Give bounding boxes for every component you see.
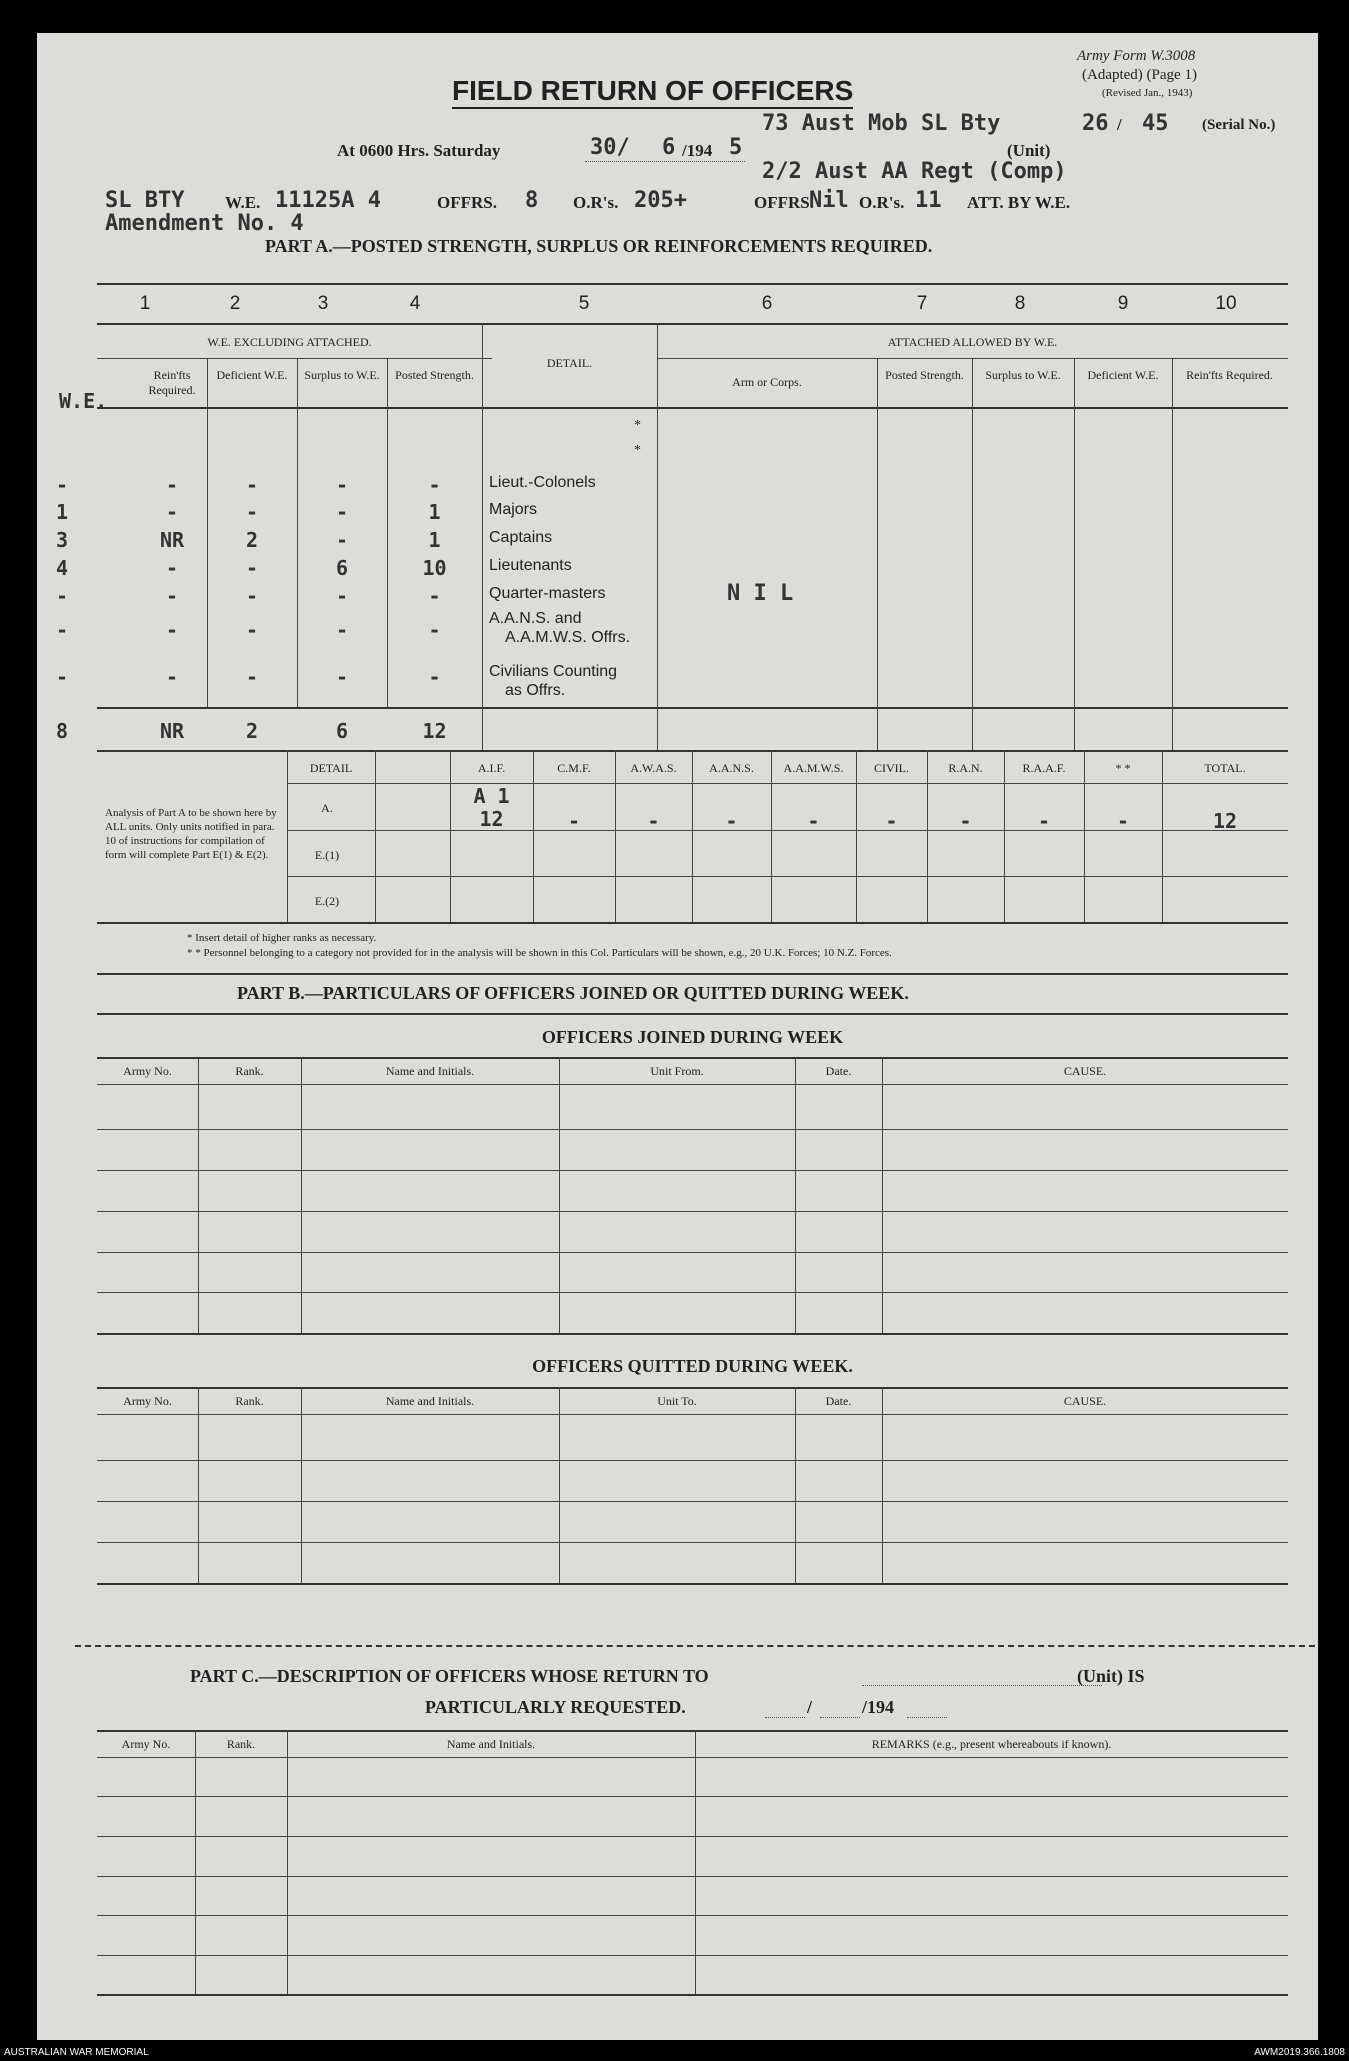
month-value: 6 [662,135,676,160]
army-form-number: Army Form W.3008 [1077,48,1196,64]
rank-label: Majors [489,501,538,518]
posted-cell: 1 [428,500,441,524]
table-col-rule [559,1057,560,1333]
offrs2-label: OFFRS. [754,193,814,212]
footer-right: AWM2019.366.1808 [1254,2047,1345,2058]
table-rule [97,283,1288,285]
table-rule [97,1796,1288,1797]
deficient2-header: Deficient W.E. [1087,368,1159,382]
col-number: 10 [1215,293,1237,314]
serial-slash: / [1117,115,1122,134]
aamws-value: - [807,809,820,833]
table-rule [97,1583,1288,1585]
table-col-rule [972,358,973,750]
deficient-cell: - [245,618,259,642]
civil-value: - [885,809,898,833]
serial-b: 45 [1142,111,1169,136]
part-c-title-a: PART C.—DESCRIPTION OF OFFICERS WHOSE RETURN TO [190,1666,709,1686]
deficient-cell: - [245,473,259,497]
joined-title: OFFICERS JOINED DURING WEEK [541,1027,844,1047]
table-rule [97,1211,1288,1212]
ran-value: - [959,809,972,833]
deficient-header: Deficient W.E. [216,368,288,382]
footer-left: AUSTRALIAN WAR MEMORIAL [4,2047,149,2058]
deficient-cell: - [245,500,259,524]
offrs-value: 8 [525,188,539,213]
offrs2-value: Nil [809,188,849,213]
at-label: At 0600 Hrs. Saturday [337,141,501,160]
rank-label: Quarter-masters [489,585,606,602]
posted-header: Posted Strength. [395,368,474,382]
quitted-header: Rank. [235,1394,264,1408]
aif-a1-typed: A 1 [473,784,510,808]
col-number: 2 [229,293,241,314]
table-rule [97,323,1288,325]
we-cell: - [55,584,69,608]
joined-header: CAUSE. [1063,1064,1107,1078]
deficient-cell: - [245,556,259,580]
posted-total: 12 [422,719,447,743]
col-number: 5 [578,293,590,314]
rank-label-2: as Offrs. [505,682,566,699]
table-col-rule [795,1057,796,1333]
table-rule [97,1730,1288,1732]
table-rule [97,1876,1288,1877]
table-col-rule [882,1057,883,1333]
part-c-header: Rank. [226,1737,256,1751]
part-c-date-year: /194 [862,1697,895,1717]
part-c-header: REMARKS (e.g., present whereabouts if known). [871,1737,1112,1751]
month-dotted-line [820,1717,860,1718]
reinfts-header: Rein'fts Required. [148,368,196,397]
nil-typed: N I L [727,581,794,606]
surplus-cell: - [335,500,349,524]
surplus-cell: 6 [335,556,349,580]
table-col-rule [375,750,376,922]
table-rule [97,973,1288,975]
table-rule [97,1084,1288,1085]
aans-value: - [725,809,738,833]
analysis-header: A.I.F. [477,761,506,775]
raaf-value: - [1037,809,1051,833]
part-c-header: Army No. [121,1737,171,1751]
attached-allowed-header: ATTACHED ALLOWED BY W.E. [887,335,1058,349]
we-cell: 4 [55,556,69,580]
serial-label: (Serial No.) [1202,117,1276,133]
joined-header: Name and Initials. [385,1064,475,1078]
table-col-rule [1172,358,1173,750]
joined-header: Date. [825,1064,852,1078]
analysis-row-label: E.(1) [314,848,340,862]
table-col-rule [695,1730,696,1994]
analysis-row-label: E.(2) [314,894,340,908]
table-rule [97,1057,1288,1059]
table-rule [97,1460,1288,1461]
part-c-header: Name and Initials. [446,1737,536,1751]
surplus-cell: - [335,473,349,497]
unit-label: (Unit) [1007,141,1051,160]
quitted-header: Unit To. [657,1394,697,1408]
col-number: 6 [761,293,773,314]
ors2-label: O.R's. [859,193,905,212]
reinfts-cell: - [165,618,179,642]
total-value: 12 [1212,809,1238,833]
table-rule [97,407,1288,409]
table-rule [97,358,492,359]
other-value: - [1116,809,1130,833]
asterisk-mark: * [634,443,641,458]
posted2-header: Posted Strength. [885,368,964,382]
table-col-rule [1074,358,1075,750]
col-number: 3 [317,293,329,314]
table-col-rule [882,1387,883,1583]
table-rule [287,876,1288,877]
reinfts-cell: NR [159,528,185,552]
ors-value: 205+ [634,188,687,213]
we-total: 8 [55,719,69,743]
table-rule [97,1836,1288,1837]
quitted-header: Date. [825,1394,852,1408]
adapted-note: (Adapted) (Page 1) [1082,67,1197,83]
day-value: 30/ [590,135,630,160]
reinfts-cell: - [165,500,179,524]
we-value: 11125A 4 [275,188,381,213]
we-margin-typed: W.E. [59,389,108,413]
part-b-title: PART B.—PARTICULARS OF OFFICERS JOINED OR QUITTED DURING WEEK. [237,983,909,1003]
surplus-header: Surplus to W.E. [304,368,380,382]
surplus-cell: - [335,665,349,689]
analysis-header: A.W.A.S. [630,761,677,775]
table-col-rule [207,358,208,707]
rank-label-2: A.A.M.W.S. Offrs. [505,629,631,646]
reinfts-cell: - [165,584,179,608]
analysis-row-label: A. [321,801,333,815]
analysis-header: A.A.N.S. [709,761,754,775]
table-rule [97,707,1288,709]
table-col-rule [482,323,483,750]
regt-typed: 2/2 Aust AA Regt (Comp) [762,159,1067,184]
table-rule [97,1333,1288,1335]
table-col-rule [559,1387,560,1583]
table-rule [97,1170,1288,1171]
revised-note: (Revised Jan., 1943) [1102,87,1193,99]
reinfts-cell: - [165,665,179,689]
asterisk-mark: * [634,418,641,433]
table-rule [97,1501,1288,1502]
we-cell: - [55,473,69,497]
col-number: 8 [1014,293,1026,314]
analysis-header: CIVIL. [874,761,909,775]
amendment-typed: Amendment No. 4 [105,211,304,236]
deficient-cell: 2 [245,528,259,552]
table-col-rule [198,1057,199,1333]
rank-label: A.A.N.S. and [489,610,582,627]
analysis-header: R.A.N. [948,761,983,775]
year-prefix: /194 [682,141,713,160]
we-cell: 3 [55,528,69,552]
we-cell: - [55,665,69,689]
we-excluding-header: W.E. EXCLUDING ATTACHED. [207,335,372,349]
unit-dotted-line [862,1685,1102,1686]
table-col-rule [877,358,878,750]
analysis-header: C.M.F. [557,761,591,775]
table-rule [97,1414,1288,1415]
table-rule [97,1915,1288,1916]
table-col-rule [198,1387,199,1583]
col-number: 1 [139,293,151,314]
table-rule [97,1387,1288,1389]
table-rule [97,1955,1288,1956]
rank-label: Captains [489,529,553,546]
unit-typed: 73 Aust Mob SL Bty [762,111,1001,136]
part-c-date-slash: / [807,1697,813,1717]
serial-a: 26 [1082,111,1109,136]
analysis-header: DETAIL [309,761,353,775]
cmf-value: - [567,809,581,833]
form-title: FIELD RETURN OF OFFICERS [452,75,853,109]
surplus-cell: - [335,584,349,608]
footnote-2: * * Personnel belonging to a category not provided for in the analysis will be shown in this Col. Particulars will be shown, e.g., 20 U.K. Forces; 10 N.Z. Forces. [187,947,892,959]
table-col-rule [387,358,388,707]
table-rule [97,1757,1288,1758]
joined-header: Unit From. [650,1064,704,1078]
sl-bty-typed: SL BTY [105,188,185,213]
table-rule [97,1252,1288,1253]
table-rule [97,1292,1288,1293]
joined-header: Rank. [235,1064,264,1078]
posted-cell: - [428,665,441,689]
col-number: 9 [1117,293,1129,314]
year-dotted-line [907,1717,947,1718]
surplus-cell: - [335,528,349,552]
form-sheet [37,33,1318,2040]
quitted-header: Army No. [123,1394,172,1408]
rank-label: Lieutenants [489,557,572,574]
we-cell: - [55,618,69,642]
att-label: ATT. BY W.E. [967,193,1071,212]
detail-header: DETAIL. [546,356,593,370]
posted-cell: - [428,584,441,608]
table-rule [97,1994,1288,1996]
deficient-cell: - [245,665,259,689]
table-col-rule [287,1730,288,1994]
table-rule [97,1542,1288,1543]
table-rule [97,1013,1288,1015]
posted-cell: 1 [428,528,441,552]
awas-value: - [647,809,660,833]
analysis-note: Analysis of Part A to be shown here by ALL units. Only units notified in para. 10 of instructions for compilation of form will complete Part E(1) & E(2). [105,807,277,861]
table-col-rule [301,1057,302,1333]
part-a-title: PART A.—POSTED STRENGTH, SURPLUS OR REINFORCEMENTS REQUIRED. [265,236,933,256]
analysis-header: R.A.A.F. [1022,761,1066,775]
reinfts-cell: - [165,473,179,497]
reinfts-cell: - [165,556,179,580]
table-rule [97,922,1288,924]
quitted-header: CAUSE. [1063,1394,1107,1408]
joined-header: Army No. [123,1064,172,1078]
col-number: 4 [409,293,421,314]
quitted-title: OFFICERS QUITTED DURING WEEK. [532,1356,853,1376]
ors-label: O.R's. [573,193,619,212]
posted-cell: 10 [422,556,447,580]
we-label: W.E. [225,193,261,212]
table-rule [97,1129,1288,1130]
posted-cell: - [428,618,441,642]
table-rule [287,783,1288,784]
table-col-rule [297,358,298,707]
part-c-title-b: PARTICULARLY REQUESTED. [425,1697,686,1717]
offrs-label: OFFRS. [437,193,497,212]
analysis-header: A.A.M.W.S. [783,761,844,775]
footnote-1: * Insert detail of higher ranks as necessary. [187,932,377,944]
rank-label: Lieut.-Colonels [489,474,596,491]
arm-corps-header: Arm or Corps. [732,375,802,389]
reinfts2-header: Rein'fts Required. [1186,368,1273,382]
table-col-rule [195,1730,196,1994]
date-dotted-line [585,161,745,162]
surplus-cell: - [335,618,349,642]
day-dotted-line [765,1717,805,1718]
reinfts-total: NR [159,719,185,743]
deficient-cell: - [245,584,259,608]
rank-label: Civilians Counting [489,663,618,680]
aif-value: 12 [479,807,504,831]
tear-line [75,1645,1315,1647]
ors2-value: 11 [915,188,942,213]
year-suffix: 5 [729,135,743,160]
table-col-rule [795,1387,796,1583]
deficient-total: 2 [245,719,259,743]
surplus-total: 6 [335,719,349,743]
surplus2-header: Surplus to W.E. [985,368,1061,382]
quitted-header: Name and Initials. [385,1394,475,1408]
analysis-header: * * [1115,761,1131,775]
part-c-title-unit: (Unit) IS [1077,1666,1145,1686]
table-col-rule [301,1387,302,1583]
we-cell: 1 [55,500,69,524]
posted-cell: - [428,473,441,497]
analysis-header: TOTAL. [1204,761,1246,775]
col-number: 7 [916,293,928,314]
